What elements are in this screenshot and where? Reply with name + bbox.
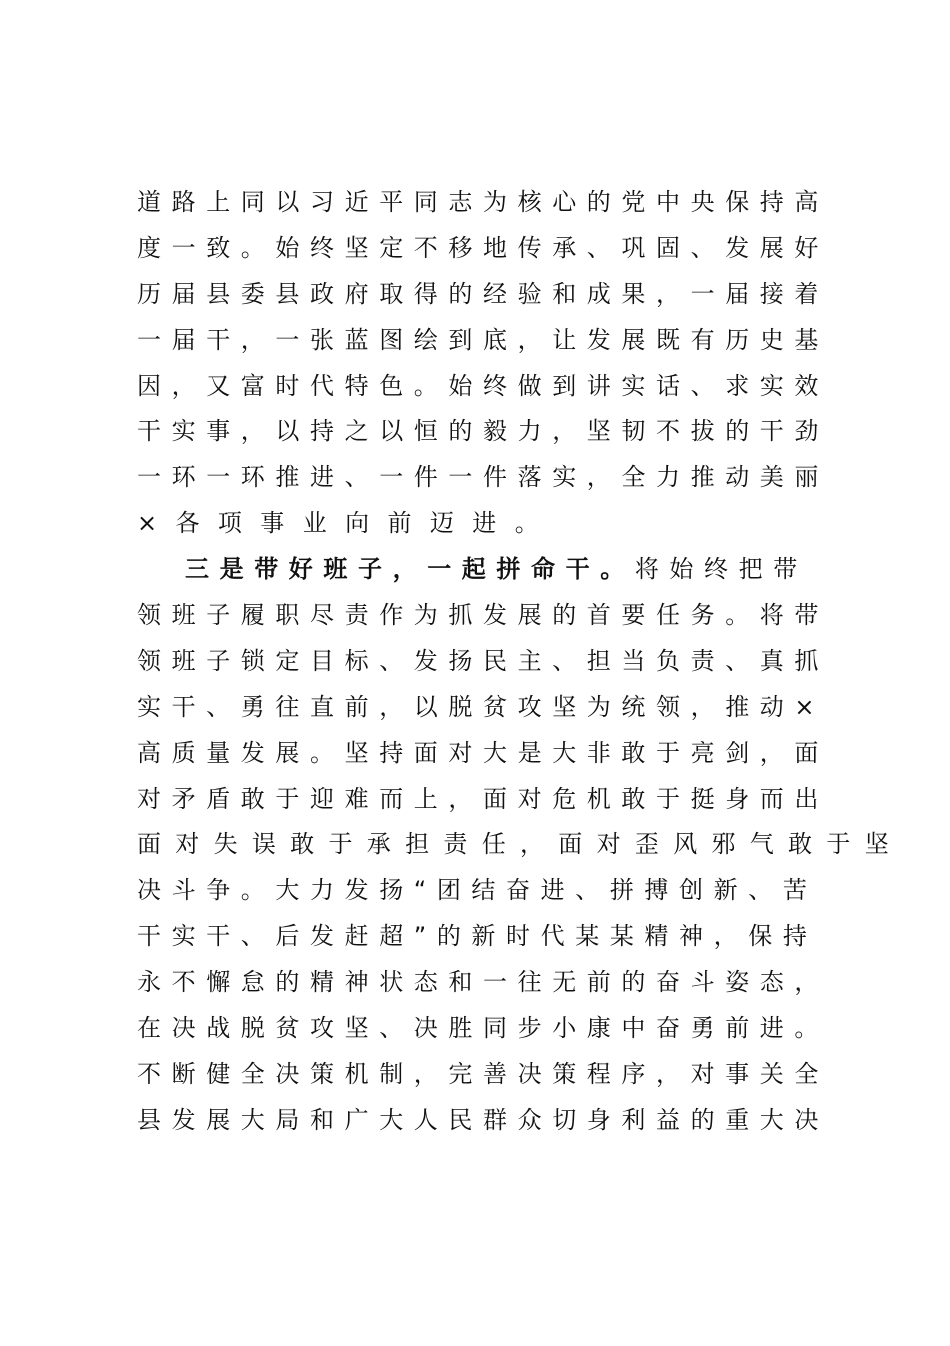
text-line: 领班子锁定目标、发扬民主、担当负责、真抓 [137, 646, 829, 675]
text-line: 高质量发展。坚持面对大是大非敢于亮剑，面 [137, 738, 829, 767]
text-line: 一环一环推进、一件一件落实，全力推动美丽 [137, 463, 829, 492]
text-line: ×各项事业向前迈进。 [137, 509, 558, 538]
text-line: 干实干、后发赶超”的新时代某某精神，保持 [137, 922, 818, 951]
text-line: 历届县委县政府取得的经验和成果，一届接着 [137, 279, 829, 308]
text-line: 一届干，一张蓝图绘到底，让发展既有历史基 [137, 325, 829, 354]
text-line: 实干、勇往直前，以脱贫攻坚为统领，推动× [137, 692, 826, 721]
body-text [137, 180, 903, 1144]
text-line: 面对失误敢于承担责任，面对歪风邪气敢于坚 [137, 830, 903, 859]
text-line: 道路上同以习近平同志为核心的党中央保持高 [137, 188, 829, 216]
section-heading-line [137, 547, 819, 593]
text-line: 干实事，以持之以恒的毅力，坚韧不拔的干劲 [137, 417, 829, 446]
section-heading: 三是带好班子，一起拼命干。 [185, 555, 635, 584]
text-line: 县发展大局和广大人民群众切身利益的重大决 [137, 1105, 829, 1134]
text-line: 决斗争。大力发扬“团结奋进、拼搏创新、苦 [137, 876, 818, 905]
text-line: 永不懈怠的精神状态和一往无前的奋斗姿态， [137, 968, 829, 997]
text-line: 因，又富时代特色。始终做到讲实话、求实效 [137, 371, 829, 400]
text-line: 领班子履职尽责作为抓发展的首要任务。将带 [137, 601, 829, 630]
text-line: 对矛盾敢于迎难而上，面对危机敢于挺身而出 [137, 784, 829, 813]
heading-line-rest: 将始终把带 [634, 555, 808, 584]
text-line: 不断健全决策机制，完善决策程序，对事关全 [137, 1059, 829, 1088]
text-line: 度一致。始终坚定不移地传承、巩固、发展好 [137, 233, 829, 262]
text-line: 在决战脱贫攻坚、决胜同步小康中奋勇前进。 [137, 1014, 829, 1043]
